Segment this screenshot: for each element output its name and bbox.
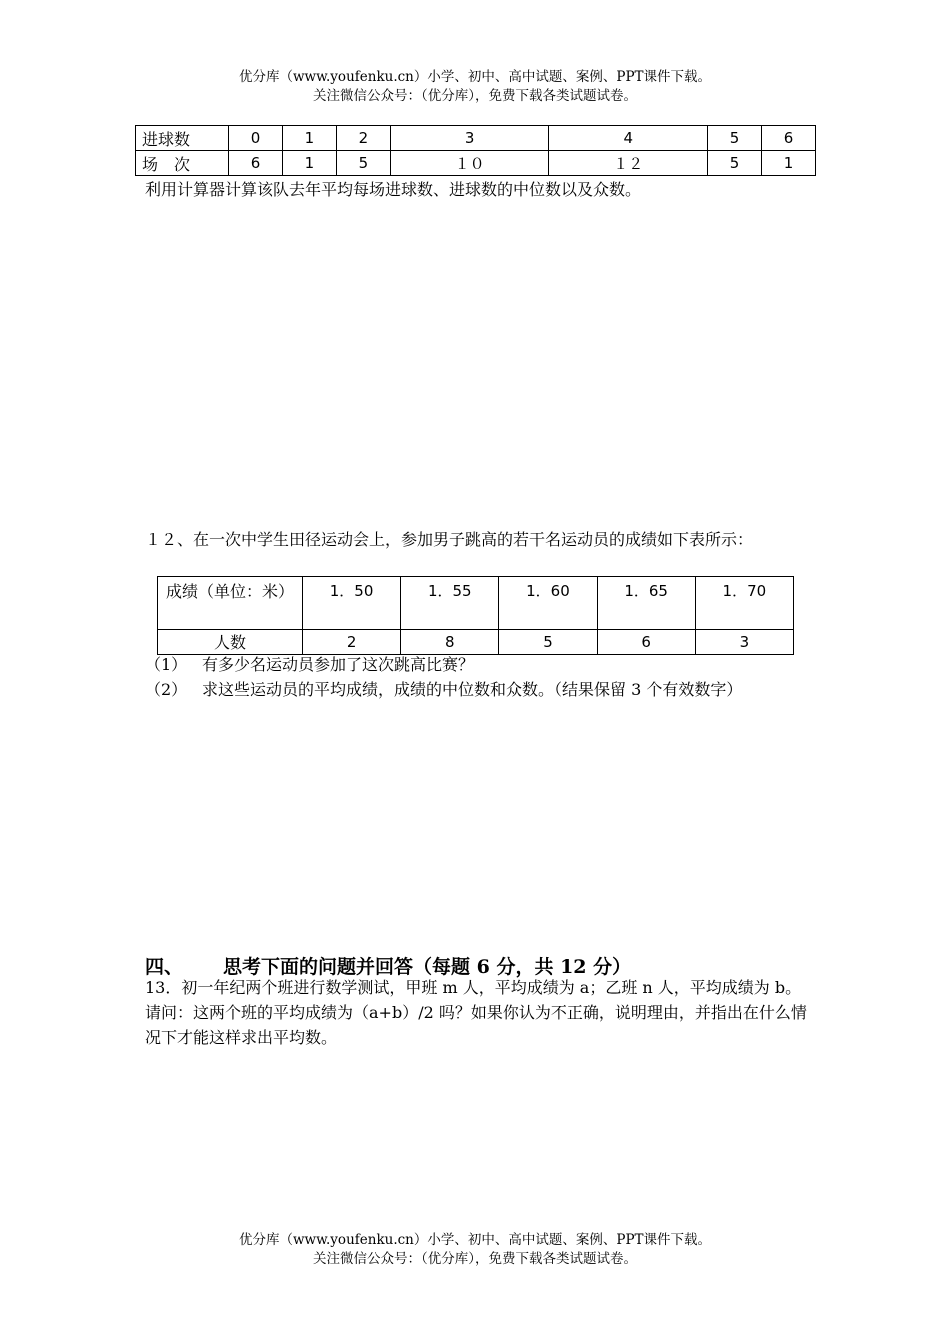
q11-text: 利用计算器计算该队去年平均每场进球数、进球数的中位数以及众数。 [145, 180, 642, 199]
goals-table [135, 125, 816, 176]
matches-cell: １２ [549, 151, 708, 176]
matches-cell: 1 [762, 151, 816, 176]
q12-sub1-text: 有多少名运动员参加了这次跳高比赛？ [202, 655, 475, 674]
matches-cell: 5 [336, 151, 390, 176]
goals-cell: 5 [708, 126, 762, 151]
count-cell: 3 [695, 630, 793, 655]
goals-cell: 1 [282, 126, 336, 151]
section-4-number: 四、 [145, 956, 184, 978]
matches-cell: 6 [229, 151, 283, 176]
score-cell: 1．50 [303, 577, 401, 630]
score-cell: 1．65 [597, 577, 695, 630]
page-header [0, 68, 950, 106]
section-4-title: 思考下面的问题并回答（每题 6 分，共 12 分） [223, 956, 632, 978]
count-cell: 5 [499, 630, 597, 655]
score-cell: 1．55 [401, 577, 499, 630]
count-cell: 2 [303, 630, 401, 655]
matches-row-label: 场 次 [136, 151, 229, 176]
matches-cell: 5 [708, 151, 762, 176]
count-cell: 6 [597, 630, 695, 655]
matches-row [136, 151, 816, 176]
goals-cell: 0 [229, 126, 283, 151]
goals-row [136, 126, 816, 151]
goals-cell: 6 [762, 126, 816, 151]
matches-cell: 1 [282, 151, 336, 176]
count-cell: 8 [401, 630, 499, 655]
footer-line-1: 优分库（www.youfenku.cn）小学、初中、高中试题、案例、PPT课件下载。 [238, 1232, 712, 1248]
q12-sub1 [145, 652, 810, 677]
jump-table [157, 576, 794, 655]
score-cell: 1．60 [499, 577, 597, 630]
q12-sub1-number: （1） [145, 655, 188, 674]
goals-cell: 2 [336, 126, 390, 151]
goals-row-label: 进球数 [136, 126, 229, 151]
score-row-label: 成绩（单位：米） [158, 577, 303, 630]
q12-sub2-text: 求这些运动员的平均成绩，成绩的中位数和众数。（结果保留 3 个有效数字） [202, 680, 743, 699]
score-row [158, 577, 794, 630]
footer-line-2: 关注微信公众号：（优分库），免费下载各类试题试卷。 [313, 1251, 637, 1267]
matches-cell: １０ [390, 151, 549, 176]
q13-text: 13．初一年纪两个班进行数学测试，甲班 m 人，平均成绩为 a；乙班 n 人，平均成绩为 b。请问：这两个班的平均成绩为（a+b）/2 吗？如果你认为不正确，说明理由，并指出在什么情况下才能这样求出平均数。 [145, 978, 807, 1047]
q12-sub2 [145, 677, 810, 702]
q12-intro: １２、在一次中学生田径运动会上，参加男子跳高的若干名运动员的成绩如下表所示： [145, 530, 754, 549]
goals-cell: 3 [390, 126, 549, 151]
goals-cell: 4 [549, 126, 708, 151]
q12-sub2-number: （2） [145, 680, 188, 699]
header-line-2: 关注微信公众号：（优分库），免费下载各类试题试卷。 [313, 88, 637, 104]
count-row [158, 630, 794, 655]
count-row-label: 人数 [158, 630, 303, 655]
page-footer [0, 1231, 950, 1269]
score-cell: 1．70 [695, 577, 793, 630]
header-line-1: 优分库（www.youfenku.cn）小学、初中、高中试题、案例、PPT课件下载。 [238, 69, 712, 85]
